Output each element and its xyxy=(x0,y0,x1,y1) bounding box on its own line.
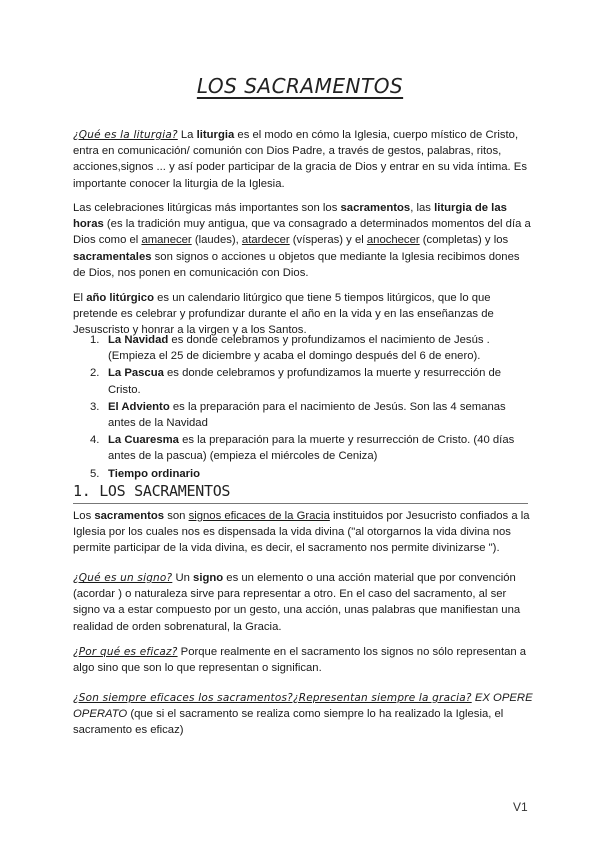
liturgical-times-list xyxy=(90,332,530,483)
text: (laudes), xyxy=(191,234,242,247)
paragraph-signo xyxy=(73,570,535,635)
page-title: LOS SACRAMENTOS xyxy=(196,74,404,98)
paragraph-liturgia xyxy=(73,127,535,192)
paragraph-celebraciones xyxy=(73,200,535,281)
underlined-term: amanecer xyxy=(141,234,192,247)
bold-term: sacramentos xyxy=(340,202,411,214)
list-number: 2. xyxy=(90,367,100,380)
paragraph-sacramentos xyxy=(73,508,535,557)
list-item xyxy=(90,332,530,364)
list-item xyxy=(90,365,530,397)
bold-term: liturgia de las horas xyxy=(73,202,507,231)
list-item xyxy=(90,432,530,464)
section-heading: 1. LOS SACRAMENTOS xyxy=(73,482,231,500)
text: es un calendario litúrgico que tiene 5 tiempos litúrgicos, que lo que pretende es celebrar y profundizar durante el año en la vida y en las enseñanzas de Jesuscristo y honrar a la virgen y a los Santos. xyxy=(73,292,494,337)
bold-term: Tiempo ordinario xyxy=(108,467,201,480)
text: es el modo en cómo la Iglesia, cuerpo místico de Cristo, entra en comunicación/ comunión con Dios Padre, a través de gestos, palabras, ritos, acciones,signos ... y así poder participar de la gracia de Dios y entrar en su vida íntima. Es importante conocer la liturgia de la Iglesia. xyxy=(73,129,527,190)
bold-term: signo xyxy=(193,572,224,584)
text: Los xyxy=(73,510,95,522)
text: Un xyxy=(172,572,194,584)
underlined-term: signos eficaces de la Gracia xyxy=(188,510,330,522)
text: El xyxy=(73,292,87,304)
text: instituidos por Jesucristo confiados a la Iglesia por los cuales nos es dispensada la vida divina ("al otorgarnos la vida divina nos permite participar de la vida divina, es decir, el sacramento nos permite divinizarse "). xyxy=(73,510,530,555)
question-liturgia: ¿Qué es la liturgia? xyxy=(73,129,178,141)
paragraph-eficaz xyxy=(73,644,535,676)
list-number: 4. xyxy=(90,434,100,447)
list-number: 3. xyxy=(90,400,100,413)
bold-term: año litúrgico xyxy=(86,292,154,304)
bold-term: El Adviento xyxy=(108,400,170,413)
text: Porque realmente en el sacramento los signos no sólo representan a algo sino que son lo que representan o significan. xyxy=(73,646,527,675)
text: son signos o acciones u objetos que mediante la Iglesia recibimos dones de Dios, nos ponen en comunicación con Dios. xyxy=(73,250,520,279)
text: es la preparación para el nacimiento de Jesús. Son las 4 semanas antes de la Navidad xyxy=(108,400,506,430)
question-siempre-eficaces: ¿Son siempre eficaces los sacramentos?¿Representan siempre la gracia? xyxy=(73,692,472,704)
text: La xyxy=(177,129,197,141)
bold-term: La Pascua xyxy=(108,367,164,380)
italic-term: EX OPERE OPERATO xyxy=(73,692,533,721)
text: es donde celebramos y profundizamos el nacimiento de Jesús . (Empieza el 25 de diciembre y acaba el domingo después del 6 de enero). xyxy=(108,334,490,363)
text: es un elemento o una acción material que por convención (acordar ) o naturaleza sirve para representar a otro. En el caso del sacramento, al ser signo va a estar compuesto por un gesto, una acción, unas palabras que manifiestan una realidad de orden sobrenatural, la Gracia. xyxy=(73,572,521,633)
bold-term: sacramentales xyxy=(73,250,152,263)
text: (que si el sacramento se realiza como siempre lo ha realizado la Iglesia, el sacramento es eficaz) xyxy=(73,708,504,737)
text: es la preparación para la muerte y resurrección de Cristo. (40 días antes de la pascua) (empieza el miércoles de Ceniza) xyxy=(108,434,515,463)
text: (es la tradición muy antigua, que va consagrado a determinados momentos del día a Dios como el xyxy=(73,218,531,247)
bold-term: La Navidad xyxy=(108,334,169,346)
list-item xyxy=(90,466,530,482)
paragraph-siempre-eficaces xyxy=(73,690,535,739)
list-number: 5. xyxy=(90,467,100,480)
text: (vísperas) y el xyxy=(289,234,367,247)
underlined-term: atardecer xyxy=(241,234,290,247)
text: es donde celebramos y profundizamos la muerte y resurrección de Cristo. xyxy=(108,367,502,396)
bold-term: La Cuaresma xyxy=(108,434,179,447)
bold-term: liturgia xyxy=(196,129,235,141)
section-divider xyxy=(73,503,528,504)
text: son xyxy=(164,510,189,522)
list-item xyxy=(90,399,530,431)
bold-term: sacramentos xyxy=(94,510,165,522)
underlined-term: anochecer xyxy=(366,234,420,247)
question-eficaz: ¿Por qué es eficaz? xyxy=(73,646,178,658)
text: (completas) y los xyxy=(419,234,509,247)
list-number: 1. xyxy=(90,334,100,346)
page-number: V1 xyxy=(513,800,528,814)
text: Las celebraciones litúrgicas más importantes son los xyxy=(73,202,341,214)
text: , las xyxy=(410,202,435,214)
question-signo: ¿Qué es un signo? xyxy=(73,572,173,584)
